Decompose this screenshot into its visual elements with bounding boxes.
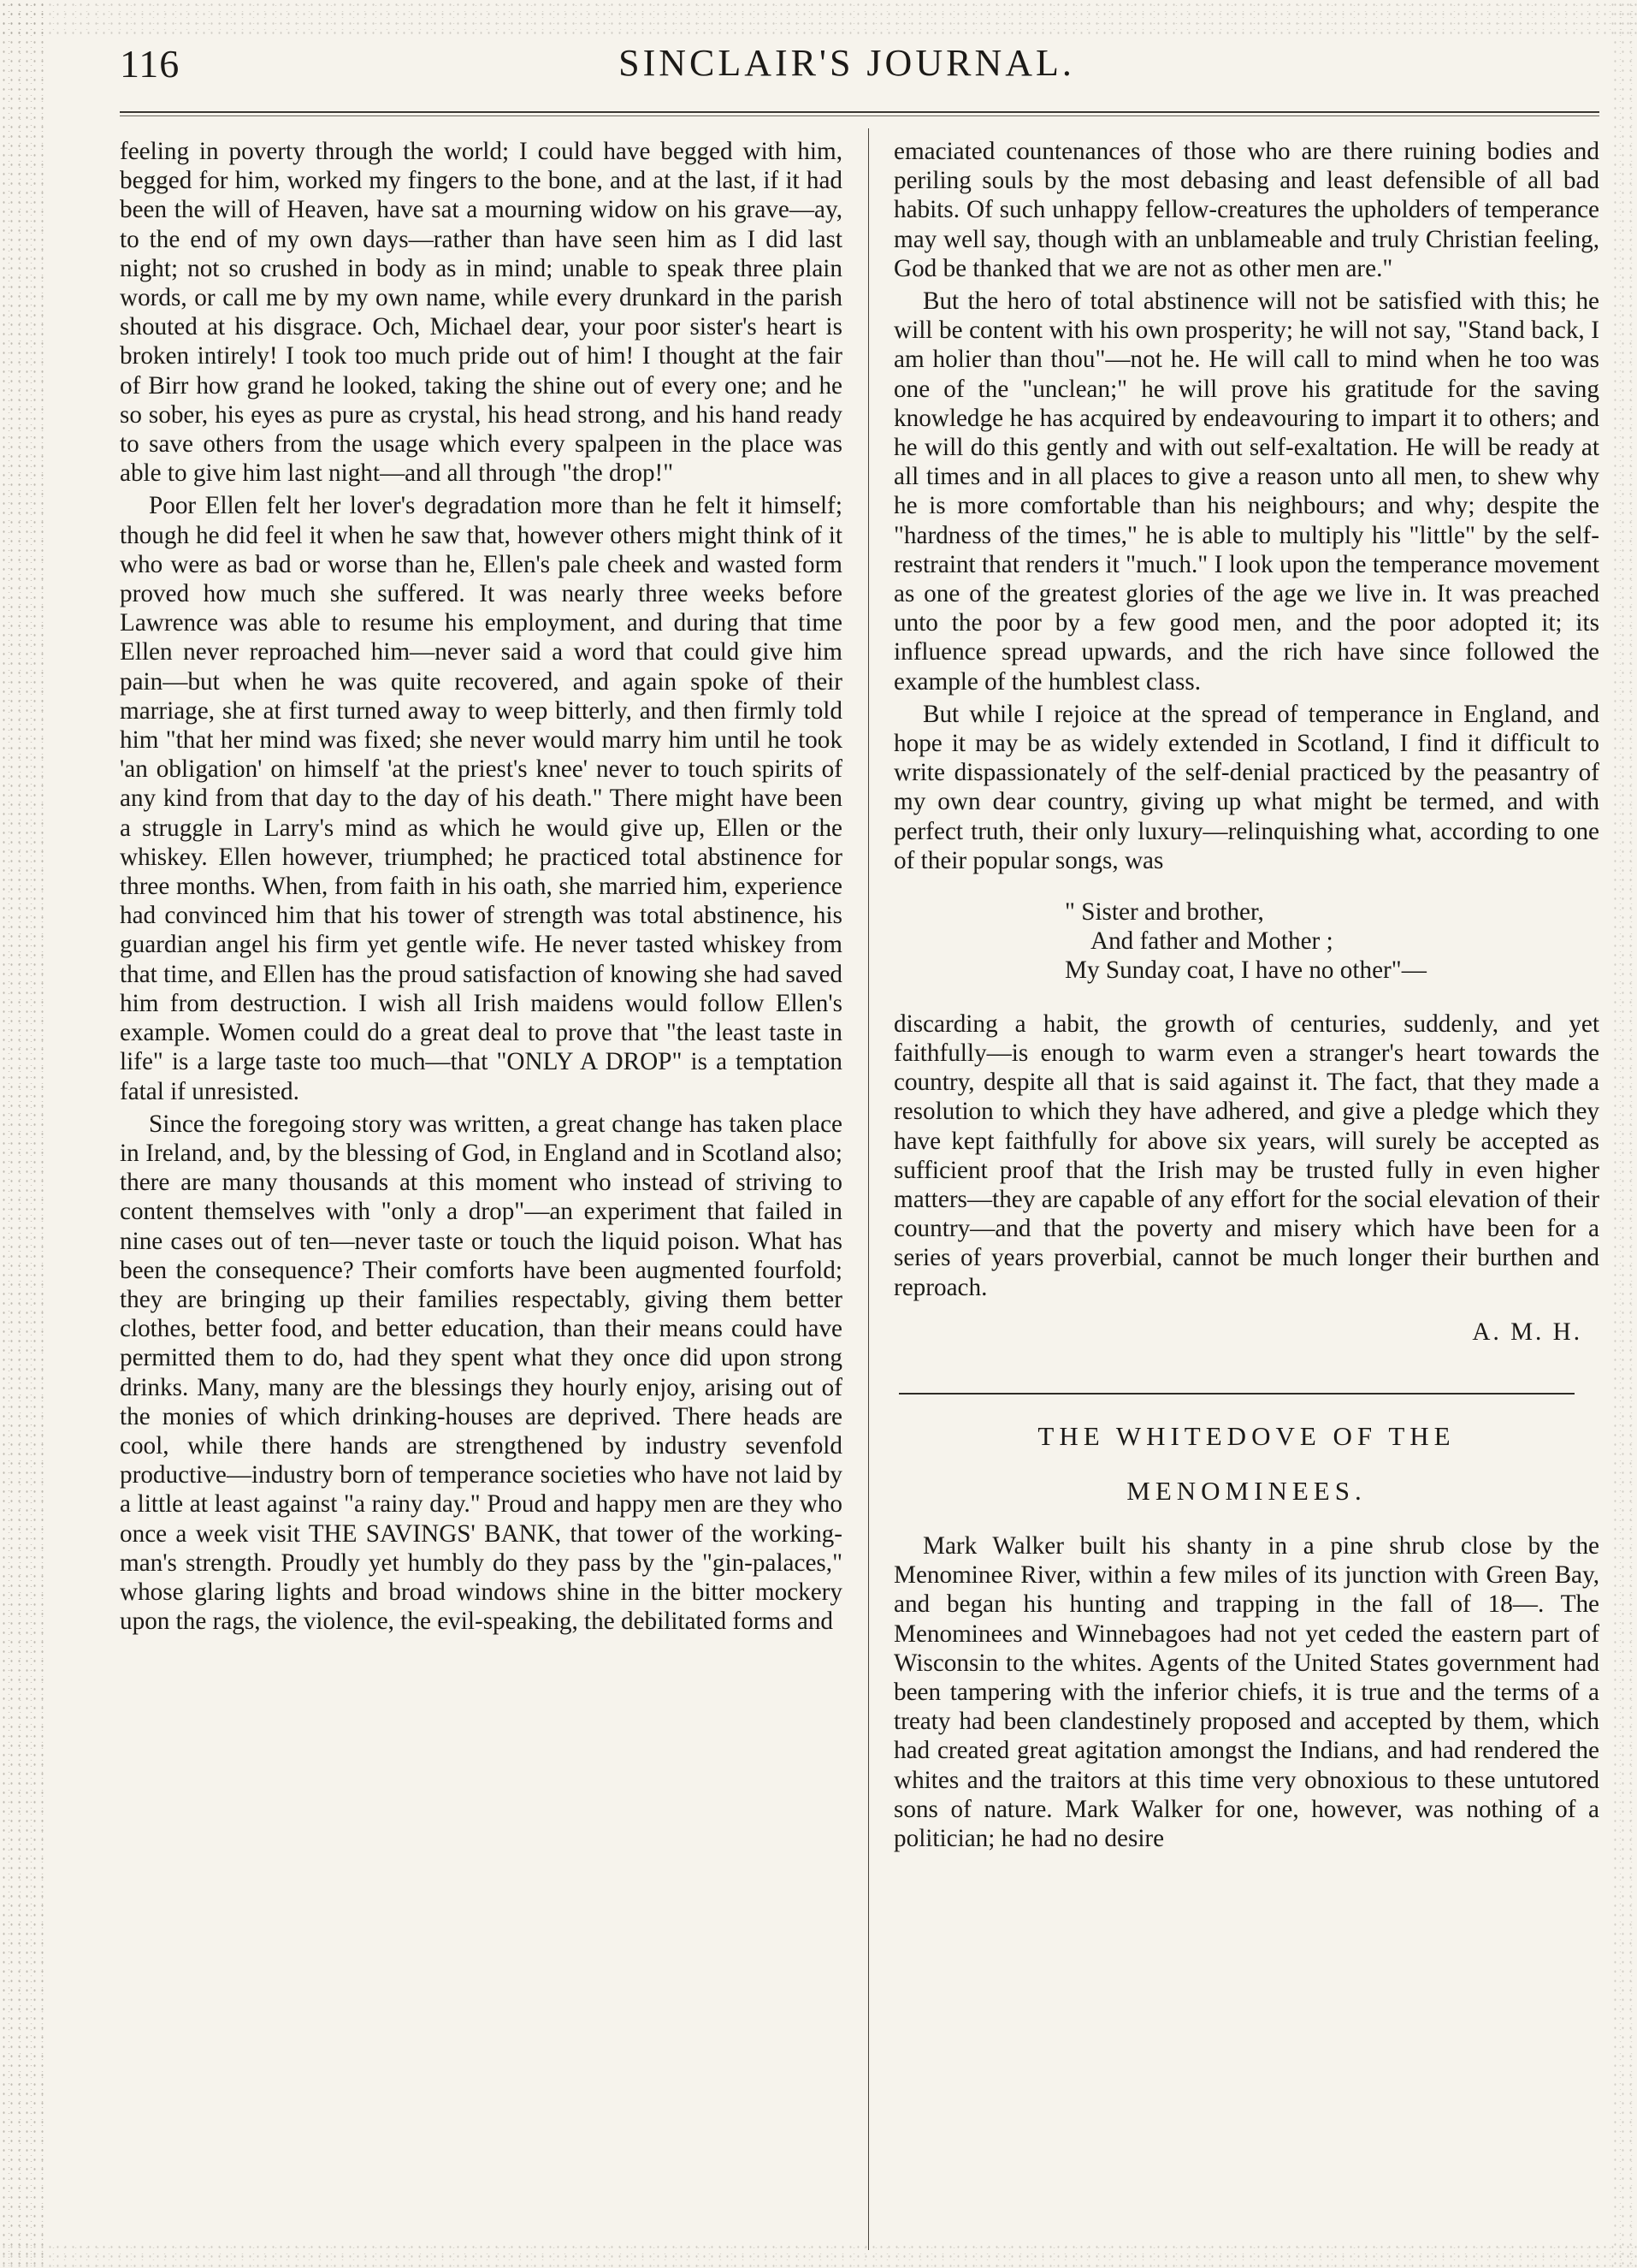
song-quotation	[1065, 897, 1599, 986]
article-title-line-2: MENOMINEES.	[1126, 1475, 1367, 1506]
article-title-line-1: THE WHITEDOVE OF THE	[1037, 1420, 1456, 1451]
page-header	[120, 34, 1574, 103]
section-divider	[899, 1393, 1575, 1395]
article-paragraph-1: Mark Walker built his shanty in a pine shrub close by the Menominee River, within a few miles of its junction with Green Bay, and began his hunting and trapping in the fall of 18—. The Menominees and Winnebagoes had not yet ceded the eastern part of Wisconsin to the whites. Agents of the United States government had been tampering with the inferior chiefs, it is true and the terms of a treaty had been clandestinely proposed and accepted by them, which had created great agitation amongst the Indians, and had rendered the whites and the traitors at this time very obnoxious to these untutored sons of nature. Mark Walker for one, however, was nothing of a politician; he had no desire	[894, 1531, 1599, 1852]
right-paragraph-2: But the hero of total abstinence will not be satisfied with this; he will be content with his own prosperity; he will not say, "Stand back, I am holier than thou"—not he. He will call to mind when he too was one of the "unclean;" he will prove his gratitude for the saving knowledge he has acquired by endeavouring to impart it to others; and he will do this gently and with out self-exaltation. He will be ready at all times and in all places to give a reason unto all men, to shew why he is more comfortable than his neighbours; and why; despite the "hardness of the times," he is able to multiply his "little" by the self-restraint that renders it "much." I look upon the temperance movement as one of the greatest glories of the age we live in. It was preached unto the poor by a few good men, and the poor adopted it; its influence spread upwards, and the rich have since followed the example of the humblest class.	[894, 287, 1599, 696]
paper-speckle-bottom	[0, 2242, 1637, 2268]
paper-speckle-left	[0, 0, 47, 2268]
right-column	[894, 137, 1599, 1853]
poem-line: My Sunday coat, I have no other"—	[1065, 956, 1427, 985]
left-column	[120, 137, 842, 1636]
poem-line: " Sister and brother,	[1065, 898, 1264, 927]
paper-speckle-top	[0, 0, 1637, 34]
journal-title: SINCLAIR'S JOURNAL.	[618, 42, 1075, 84]
poem-line: And father and Mother ;	[1090, 927, 1333, 956]
author-signature: A. M. H.	[1472, 1318, 1582, 1346]
left-paragraph-3: Since the foregoing story was written, a great change has taken place in Ireland, and, by the blessing of God, in England and in Scotland also; there are many thousands at this moment who instead of striving to content themselves with "only a drop"—an experiment that failed in nine cases out of ten—never taste or touch the liquid poison. What has been the consequence? Their comforts have been augmented fourfold; they are bringing up their families respectably, giving them better clothes, better food, and better education, than their means could have permitted them to do, had they spent what they once did upon strong drinks. Many, many are the blessings they hourly enjoy, arising out of the monies of which drinking-houses are deprived. There heads are cool, while there hands are strengthened by industry sevenfold productive—industry born of temperance societies who have not laid by a little at least against "a rainy day." Proud and happy men are they who once a week visit THE SAVINGS' BANK, that tower of the working-man's strength. Proudly yet humbly do they pass by the "gin-palaces," whose glaring lights and broad windows shine in the bitter mockery upon the rags, the violence, the evil-speaking, the debilitated forms and	[120, 1110, 842, 1636]
right-paragraph-3: But while I rejoice at the spread of temperance in England, and hope it may be as widely extended in Scotland, I find it difficult to write dispassionately of the self-denial practiced by the peasantry of my own dear country, giving up what might be termed, and with perfect truth, their only luxury—relinquishing what, according to one of their popular songs, was	[894, 700, 1599, 874]
paper-speckle-right	[1611, 0, 1637, 2268]
right-paragraph-4: discarding a habit, the growth of centuries, suddenly, and yet faithfully—is enough to warm even a stranger's heart towards the country, despite all that is said against it. The fact, that they made a resolution to which they have adhered, and give a pledge which they have kept faithfully for above six years, will surely be accepted as sufficient proof that the Irish may be trusted fully in even higher matters—they are capable of any effort for the social elevation of their country—and that the poverty and misery which have been for a series of years proverbial, cannot be much longer their burthen and reproach.	[894, 1010, 1599, 1301]
article-title	[894, 1415, 1599, 1513]
column-divider	[868, 128, 869, 2250]
right-paragraph-1: emaciated countenances of those who are there ruining bodies and periling souls by the most debasing and least defensible of all bad habits. Of such unhappy fellow-creatures the upholders of temperance may well say, though with an unblameable and truly Christian feeling, God be thanked that we are not as other men are."	[894, 138, 1599, 282]
page-number: 116	[120, 42, 180, 86]
header-rule	[120, 111, 1599, 116]
left-paragraph-2: Poor Ellen felt her lover's degradation more than he felt it himself; though he did feel it when he saw that, however others might think of it who were as bad or worse than he, Ellen's pale cheek and wasted form proved how much she suffered. It was nearly three weeks before Lawrence was able to resume his employment, and during that time Ellen never reproached him—never said a word that could give him pain—but when he was quite recovered, and again spoke of their marriage, she at first turned away to weep bitterly, and then firmly told him "that her mind was fixed; she never would marry him until he took 'an obligation' on himself 'at the priest's knee' never to touch spirits of any kind from that day to the day of his death." There might have been a struggle in Larry's mind as which he would give up, Ellen or the whiskey. Ellen however, triumphed; he practiced total abstinence for three months. When, from faith in his oath, she married him, experience had convinced him that his tower of strength was total abstinence, his guardian angel his firm yet gentle wife. He never tasted whiskey from that time, and Ellen has the proud satisfaction of knowing she had saved him from destruction. I wish all Irish maidens would follow Ellen's example. Women could do a great deal to prove that "the least taste in life" is a large taste too much—that "ONLY A DROP" is a temptation fatal if unresisted.	[120, 492, 842, 1105]
left-paragraph-1: feeling in poverty through the world; I could have begged with him, begged for him, worked my fingers to the bone, and at the last, if it had been the will of Heaven, have sat a mourning widow on his grave—ay, to the end of my own days—rather than have seen him as I did last night; not so crushed in body as in mind; unable to speak three plain words, or call me by my own name, while every drunkard in the parish shouted at his disgrace. Och, Michael dear, your poor sister's heart is broken intirely! I took too much pride out of him! I thought at the fair of Birr how grand he looked, taking the shine out of every one; and he so sober, his eyes as pure as crystal, his head strong, and his hand ready to save others from the usage which every spalpeen in the place was able to give him last night—and all through "the drop!"	[120, 138, 842, 488]
